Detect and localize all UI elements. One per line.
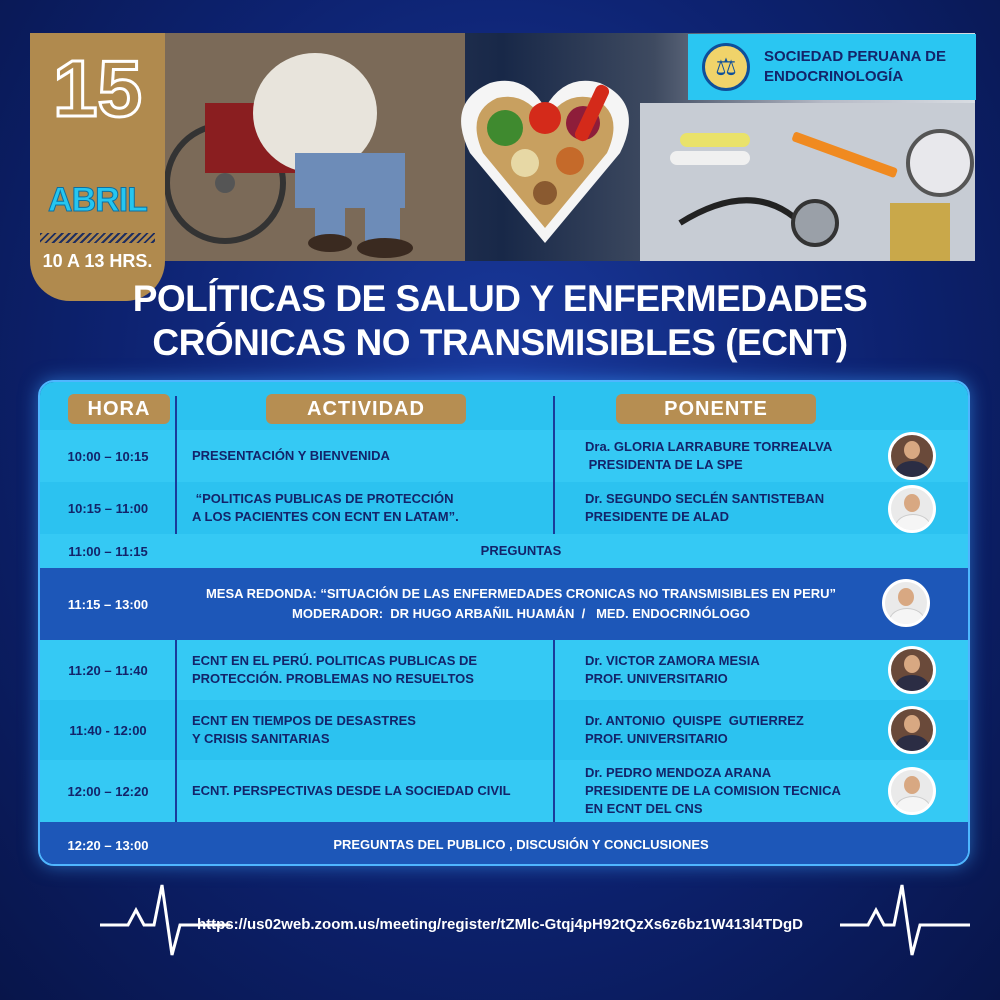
column-divider bbox=[175, 396, 177, 534]
date-day: 15 bbox=[53, 44, 142, 133]
row-time: 11:00 – 11:15 bbox=[68, 543, 148, 559]
activity-line: MODERADOR: DR HUGO ARBAÑIL HUAMÁN / MED. ENDOCRINÓLOGO bbox=[292, 606, 750, 621]
table-row bbox=[40, 700, 968, 760]
activity-line: ECNT EN TIEMPOS DE DESASTRES bbox=[192, 713, 416, 728]
header-actividad: ACTIVIDAD bbox=[266, 394, 466, 424]
header-ponente: PONENTE bbox=[616, 394, 816, 424]
speaker-name: Dr. SEGUNDO SECLÉN SANTISTEBAN bbox=[585, 491, 825, 506]
speaker-name: Dr. ANTONIO QUISPE GUTIERREZ bbox=[585, 713, 804, 728]
avatar bbox=[888, 432, 936, 480]
row-activity bbox=[192, 640, 552, 700]
program-table bbox=[38, 380, 970, 866]
table-row bbox=[40, 822, 968, 866]
table-row bbox=[40, 640, 968, 700]
activity-line: Y CRISIS SANITARIAS bbox=[192, 731, 330, 746]
date-hours: 10 A 13 HRS. bbox=[42, 251, 153, 271]
row-speaker bbox=[585, 760, 885, 822]
avatar bbox=[882, 579, 930, 627]
avatar bbox=[888, 646, 936, 694]
row-time: 10:00 – 10:15 bbox=[67, 448, 149, 464]
speaker-name: Dr. PEDRO MENDOZA ARANA bbox=[585, 765, 772, 780]
header-hora: HORA bbox=[68, 394, 170, 424]
row-speaker bbox=[585, 430, 885, 482]
row-speaker bbox=[585, 482, 885, 534]
speaker-role: PRESIDENTE DE ALAD bbox=[585, 509, 729, 524]
row-activity bbox=[192, 700, 552, 760]
activity-line: A LOS PACIENTES CON ECNT EN LATAM”. bbox=[192, 509, 459, 524]
row-activity: PREGUNTAS bbox=[480, 543, 562, 558]
table-header-row bbox=[40, 382, 968, 430]
speaker-role: EN ECNT DEL CNS bbox=[585, 801, 703, 816]
society-header bbox=[688, 34, 976, 100]
wheelchair-patient-image bbox=[165, 33, 465, 261]
activity-line: ECNT EN EL PERÚ. POLITICAS PUBLICAS DE bbox=[192, 653, 478, 668]
event-title bbox=[0, 277, 1000, 365]
table-row bbox=[40, 534, 968, 568]
speaker-name: Dra. GLORIA LARRABURE TORREALVA bbox=[585, 439, 833, 454]
date-badge bbox=[30, 33, 165, 301]
decorative-stripes bbox=[40, 233, 155, 243]
row-activity: PRESENTACIÓN Y BIENVENIDA bbox=[192, 448, 390, 463]
column-divider bbox=[553, 640, 555, 822]
row-activity bbox=[192, 482, 552, 534]
speaker-role: PRESIDENTE DE LA COMISION TECNICA bbox=[585, 783, 841, 798]
table-row bbox=[40, 760, 968, 822]
row-speaker bbox=[585, 640, 885, 700]
speaker-role: PROF. UNIVERSITARIO bbox=[585, 731, 728, 746]
title-line-1: POLÍTICAS DE SALUD Y ENFERMEDADES bbox=[132, 278, 868, 319]
date-month: ABRIL bbox=[48, 181, 147, 219]
activity-line: MESA REDONDA: “SITUACIÓN DE LAS ENFERMEDADES CRONICAS NO TRANSMISIBLES EN PERU” bbox=[205, 586, 837, 601]
row-time: 11:15 – 13:00 bbox=[67, 596, 149, 612]
avatar bbox=[888, 767, 936, 815]
table-row bbox=[40, 430, 968, 482]
row-time: 10:15 – 11:00 bbox=[67, 500, 149, 516]
row-speaker bbox=[585, 700, 885, 760]
scales-of-justice-icon: ⚖ bbox=[702, 43, 750, 91]
row-activity: ECNT. PERSPECTIVAS DESDE LA SOCIEDAD CIVIL bbox=[192, 783, 511, 798]
row-activity: PREGUNTAS DEL PUBLICO , DISCUSIÓN Y CONCLUSIONES bbox=[333, 837, 709, 852]
table-row bbox=[40, 482, 968, 534]
avatar bbox=[888, 706, 936, 754]
speaker-role: PROF. UNIVERSITARIO bbox=[585, 671, 728, 686]
title-line-2: CRÓNICAS NO TRANSMISIBLES (ECNT) bbox=[152, 322, 848, 363]
row-time: 12:00 – 12:20 bbox=[67, 783, 149, 799]
speaker-name: Dr. VICTOR ZAMORA MESIA bbox=[585, 653, 760, 668]
avatar bbox=[888, 485, 936, 533]
speaker-role: PRESIDENTA DE LA SPE bbox=[585, 457, 743, 472]
healthy-food-heart-image bbox=[455, 43, 635, 253]
activity-line: PROTECCIÓN. PROBLEMAS NO RESUELTOS bbox=[192, 671, 474, 686]
row-time: 11:20 – 11:40 bbox=[68, 662, 148, 678]
heartbeat-pulse-icon bbox=[840, 880, 970, 960]
row-activity bbox=[176, 568, 866, 640]
column-divider bbox=[175, 640, 177, 822]
medical-equipment-image bbox=[640, 103, 975, 261]
registration-link[interactable]: https://us02web.zoom.us/meeting/register/tZMlc-Gtqj4pH92tQzXs6z6bz1W413l4TDgD bbox=[197, 916, 803, 933]
column-divider bbox=[553, 396, 555, 534]
row-time: 12:20 – 13:00 bbox=[67, 837, 149, 853]
society-name: SOCIEDAD PERUANA DE ENDOCRINOLOGÍA bbox=[764, 48, 946, 85]
row-time: 11:40 - 12:00 bbox=[69, 722, 147, 738]
table-row bbox=[40, 568, 968, 640]
activity-line: “POLITICAS PUBLICAS DE PROTECCIÓN bbox=[192, 491, 454, 506]
